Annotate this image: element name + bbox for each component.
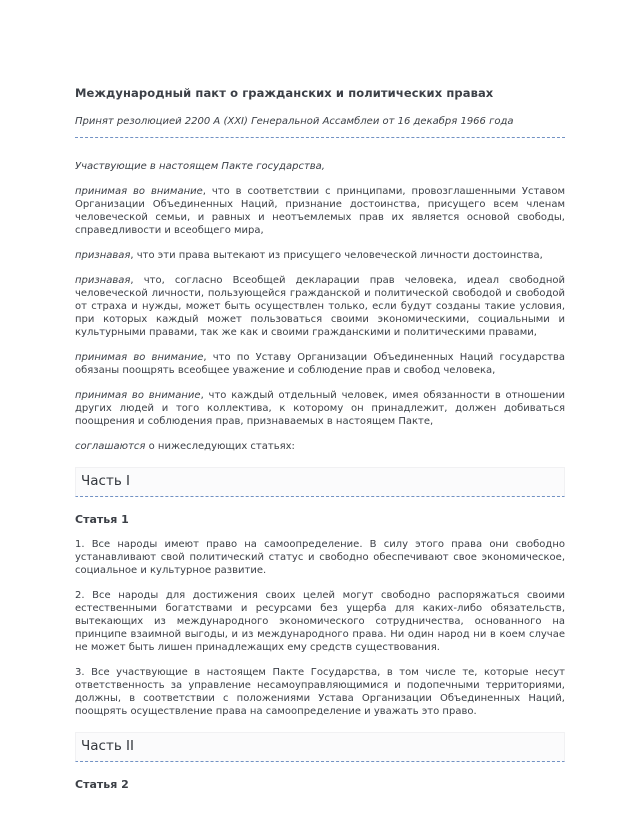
preamble-paragraph-2 [75, 249, 565, 262]
preamble-lead-2: признавая [75, 250, 131, 261]
preamble-lead-3: признавая [75, 275, 131, 286]
adoption-note: Принят резолюцией 2200 А (XXI) Генеральной Ассамблеи от 16 декабря 1966 года [75, 116, 514, 127]
preamble-text-4: , что по Уставу Организации Объединенных Наций государства обязаны поощрять всеобщее уважение и соблюдение прав и свобод человека, [75, 352, 565, 376]
article-1-paragraph-1: 1. Все народы имеют право на самоопределение. В силу этого права они свободно устанавливают свой политический статус и свободно обеспечивают свое экономическое, социальное и культурное развитие. [75, 539, 565, 576]
preamble-opening: Участвующие в настоящем Пакте государства, [75, 161, 325, 172]
preamble-closing-lead: соглашаются [75, 441, 146, 452]
article-2-title: Статья 2 [75, 778, 129, 791]
preamble-paragraph-4 [75, 351, 565, 377]
article-1-title: Статья 1 [75, 513, 129, 526]
preamble-closing [75, 440, 565, 453]
article-1-paragraph-2: 2. Все народы для достижения своих целей могут свободно распоряжаться своими естественными богатствами и ресурсами без ущерба для каких-либо обязательств, вытекающих из международного экономического сотрудничества, основанного на принципе взаимной выгоды, и из международного права. Ни один народ ни в коем случае не может быть лишен принадлежащих ему средств существования. [75, 590, 565, 653]
section-heading-part-ii [75, 732, 565, 762]
preamble-closing-text: о нижеследующих статьях: [145, 441, 295, 452]
preamble-text-1: , что в соответствии с принципами, провозглашенными Уставом Организации Объединенных Наций, признание достоинства, присущего всем членам человеческой семьи, и равных и неотъемлемых прав их является основой свободы, справедливости и всеобщего мира, [75, 186, 565, 236]
preamble-text-3: , что, согласно Всеобщей декларации прав человека, идеал свободной человеческой личности, пользующейся гражданской и политической свободой и свободой от страха и нужды, может быть осуществлен только, если будут созданы такие условия, при которых каждый может пользоваться своими экономическими, социальными и культурными правами, так же как и своими гражданскими и политическими правами, [75, 275, 565, 338]
preamble-lead-4: принимая во внимание [75, 352, 204, 363]
preamble-text-2: , что эти права вытекают из присущего человеческой личности достоинства, [130, 250, 543, 261]
preamble-paragraph-5 [75, 389, 565, 428]
section-heading-label: Часть I [81, 473, 131, 489]
dashed-divider [75, 137, 565, 138]
preamble-lead-5: принимая во внимание [75, 390, 201, 401]
section-heading-label: Часть II [81, 738, 135, 754]
preamble-paragraph-1 [75, 185, 565, 237]
article-1-paragraph-3: 3. Все участвующие в настоящем Пакте Государства, в том числе те, которые несут ответственность за управление несамоуправляющимися и подопечными территориями, должны, в соответствии с положениями Устава Организации Объединенных Наций, поощрять осуществление права на самоопределение и уважать это право. [75, 667, 565, 717]
section-heading-part-i [75, 467, 565, 497]
preamble-lead-1: принимая во внимание [75, 186, 203, 197]
preamble-text-5: , что каждый отдельный человек, имея обязанности в отношении других людей и того коллектива, к которому он принадлежит, должен добиваться поощрения и соблюдения прав, признаваемых в настоящем Пакте, [75, 390, 565, 427]
document-title: Международный пакт о гражданских и политических правах [75, 86, 494, 100]
preamble-paragraph-3 [75, 274, 565, 339]
